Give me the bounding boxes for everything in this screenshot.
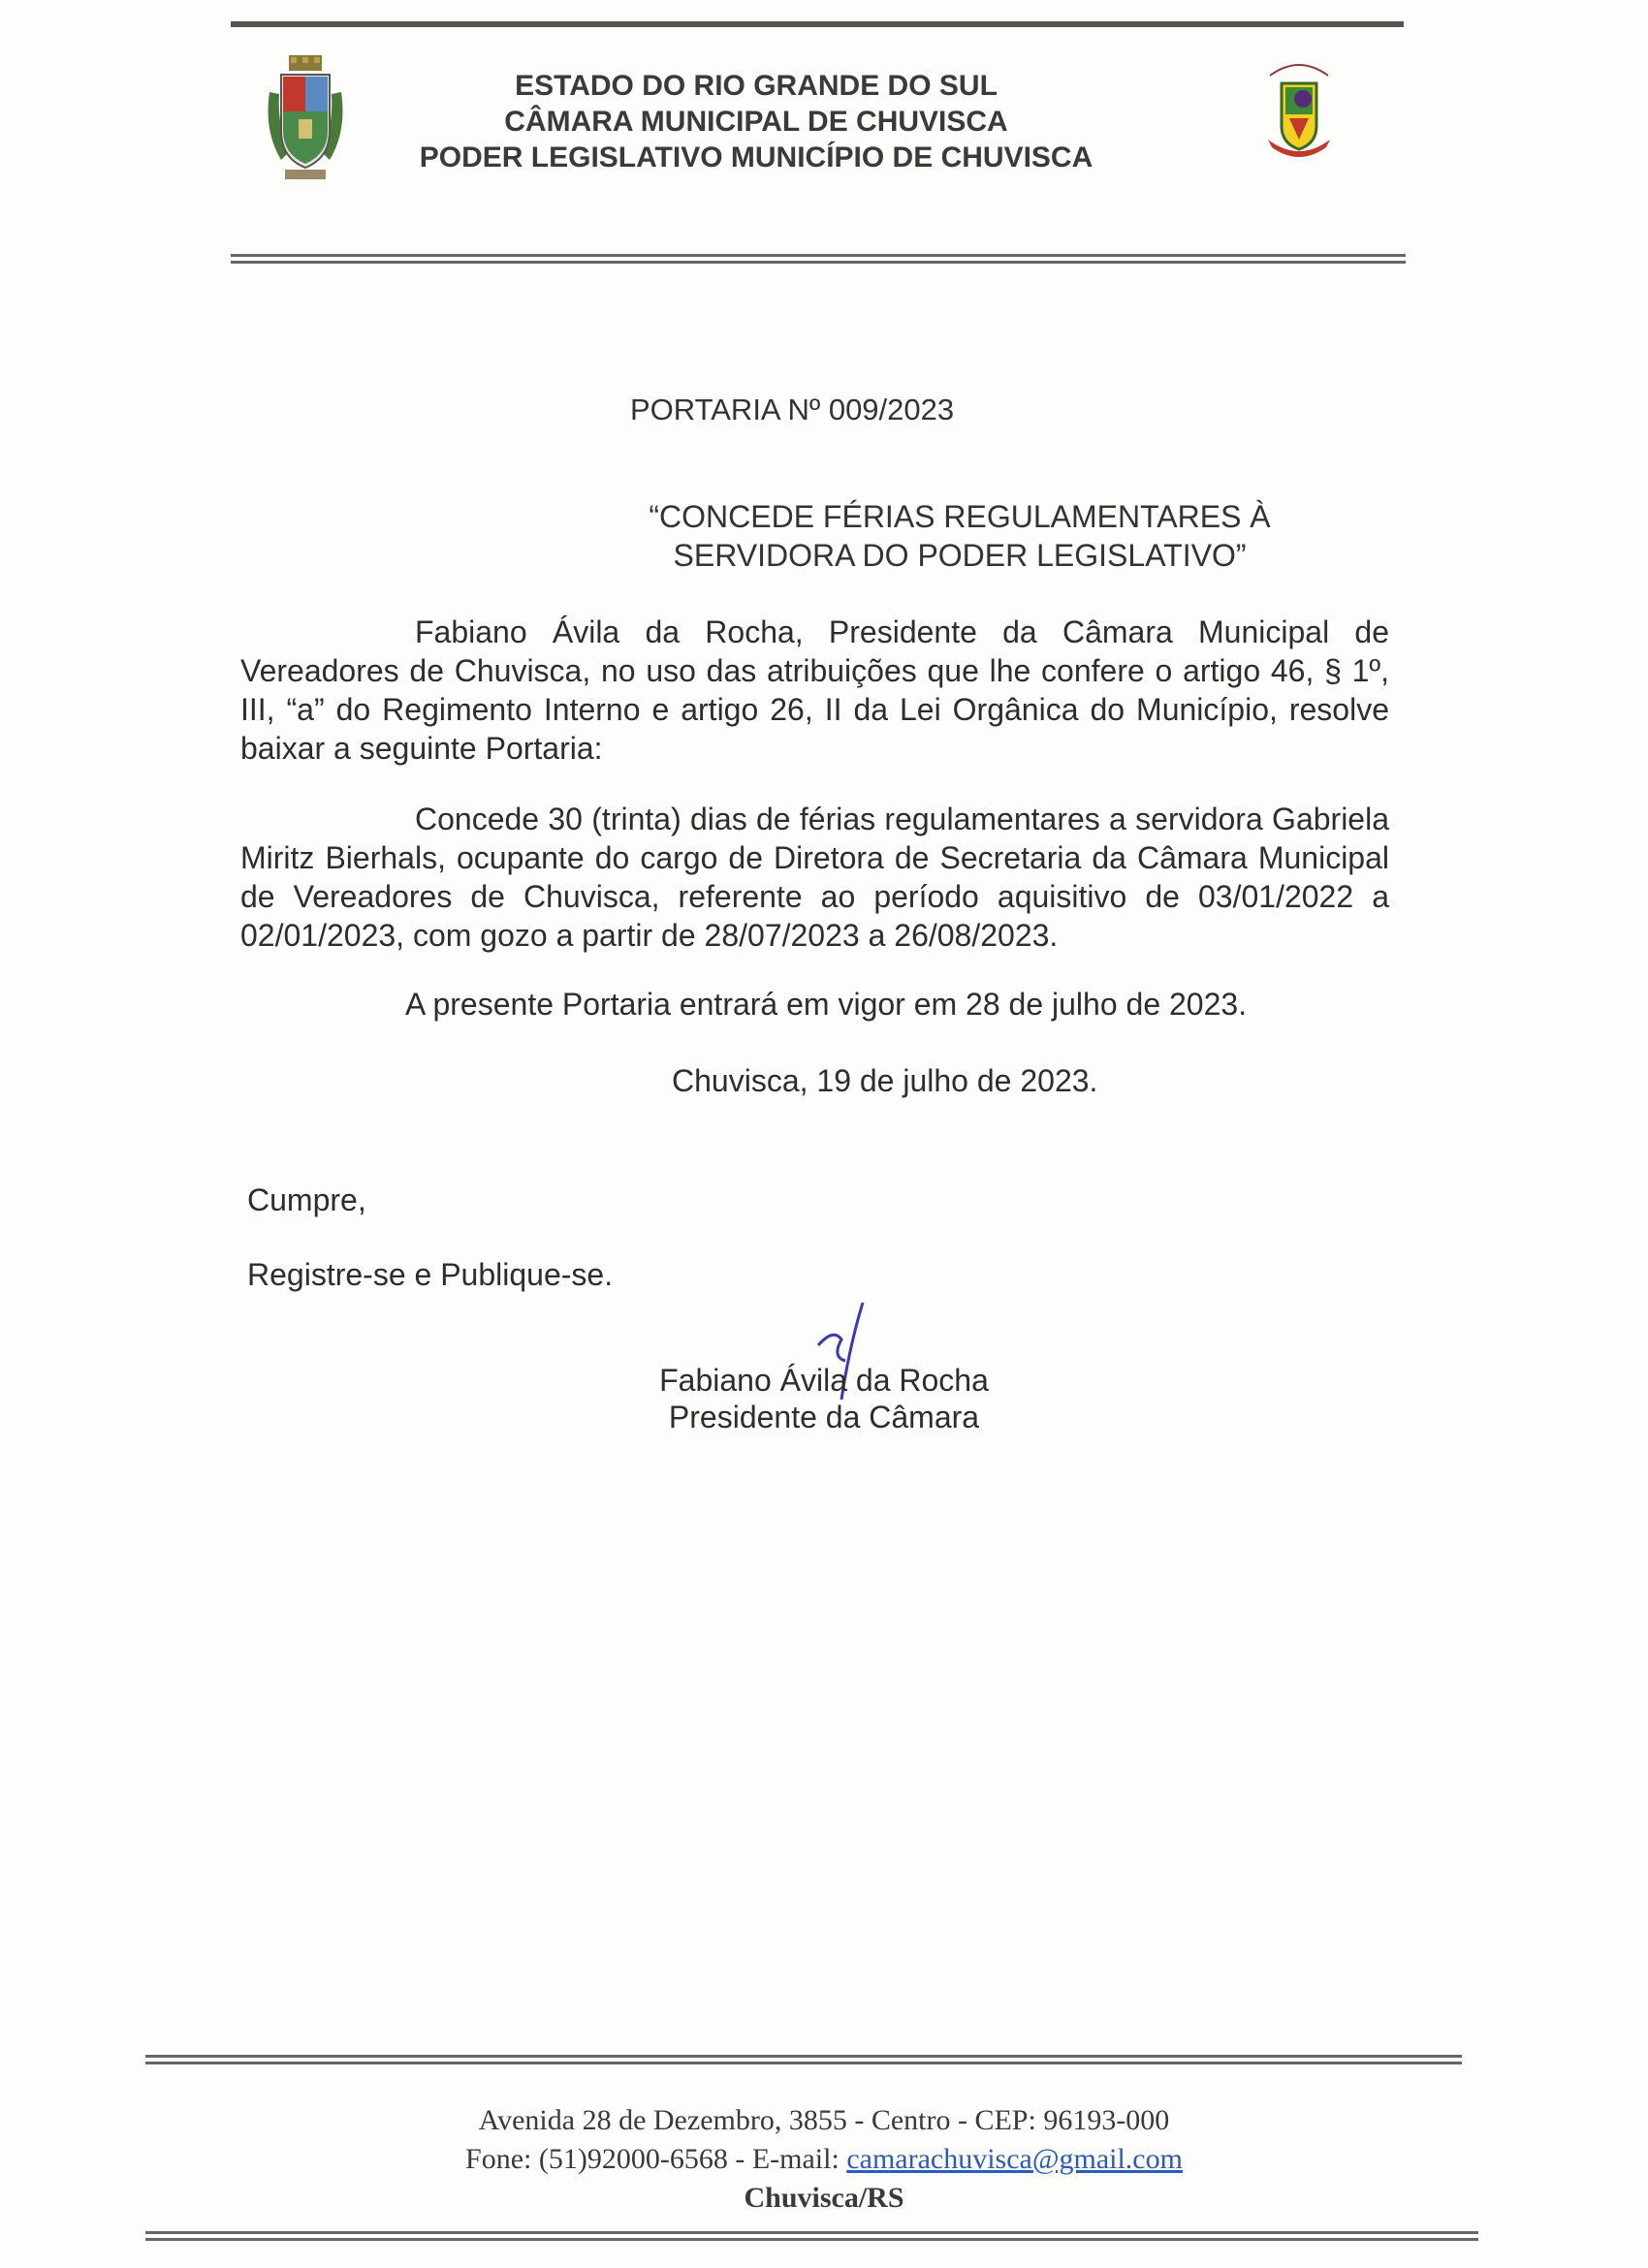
- document-ementa: [620, 497, 1299, 575]
- camara-emblem-icon: [1260, 47, 1338, 163]
- top-rule: [231, 21, 1404, 27]
- header-title: [397, 68, 1115, 175]
- footer-phone: Fone: (51)92000-6568 - E-mail:: [465, 2143, 847, 2175]
- effective-date-line: A presente Portaria entrará em vigor em 28 de julho de 2023.: [405, 987, 1248, 1022]
- coat-of-arms-icon: [262, 53, 349, 189]
- signer-title: Presidente da Câmara: [668, 1400, 980, 1434]
- footer-divider-bottom: [145, 2231, 1478, 2241]
- footer: [291, 2101, 1357, 2218]
- closing-cumpre: Cumpre,: [247, 1182, 366, 1217]
- signer-name: Fabiano Ávila da Rocha: [659, 1363, 989, 1398]
- ementa-line-2: SERVIDORA DO PODER LEGISLATIVO”: [673, 538, 1247, 573]
- closing-registre: Registre-se e Publique-se.: [247, 1257, 614, 1292]
- footer-email-link[interactable]: camarachuvisca@gmail.com: [846, 2143, 1183, 2175]
- paragraph-preamble: Fabiano Ávila da Rocha, Presidente da Câmara Municipal de Vereadores de Chuvisca, no uso das atribuições que lhe confere o artigo 46, § 1º, III, “a” do Regimento Interno e artigo 26, II da Lei Orgânica do Município, resolve baixar a seguinte Portaria:: [240, 614, 1389, 766]
- header-line-poder: PODER LEGISLATIVO MUNICÍPIO DE CHUVISCA: [419, 142, 1093, 173]
- footer-city: Chuvisca/RS: [744, 2182, 904, 2214]
- paragraph-concession: Concede 30 (trinta) dias de férias regulamentares a servidora Gabriela Miritz Bierhals, ocupante do cargo de Diretora de Secretaria da Câmara Municipal de Vereadores de Chuvisca, referente ao período aquisitivo de 03/01/2022 a 02/01/2023, com gozo a partir de 28/07/2023 a 26/08/2023.: [240, 802, 1389, 953]
- document-title: PORTARIA Nº 009/2023: [630, 393, 955, 426]
- header-line-camara: CÂMARA MUNICIPAL DE CHUVISCA: [504, 106, 1008, 138]
- footer-contact: [291, 2140, 1357, 2179]
- header-divider: [231, 254, 1406, 264]
- header-line-state: ESTADO DO RIO GRANDE DO SUL: [515, 70, 998, 102]
- footer-address: Avenida 28 de Dezembro, 3855 - Centro - CEP: 96193-000: [478, 2104, 1170, 2136]
- footer-divider-top: [145, 2055, 1462, 2064]
- issue-date: Chuvisca, 19 de julho de 2023.: [672, 1063, 1098, 1098]
- signature-block: [620, 1362, 1028, 1435]
- ementa-line-1: “CONCEDE FÉRIAS REGULAMENTARES À: [649, 499, 1271, 534]
